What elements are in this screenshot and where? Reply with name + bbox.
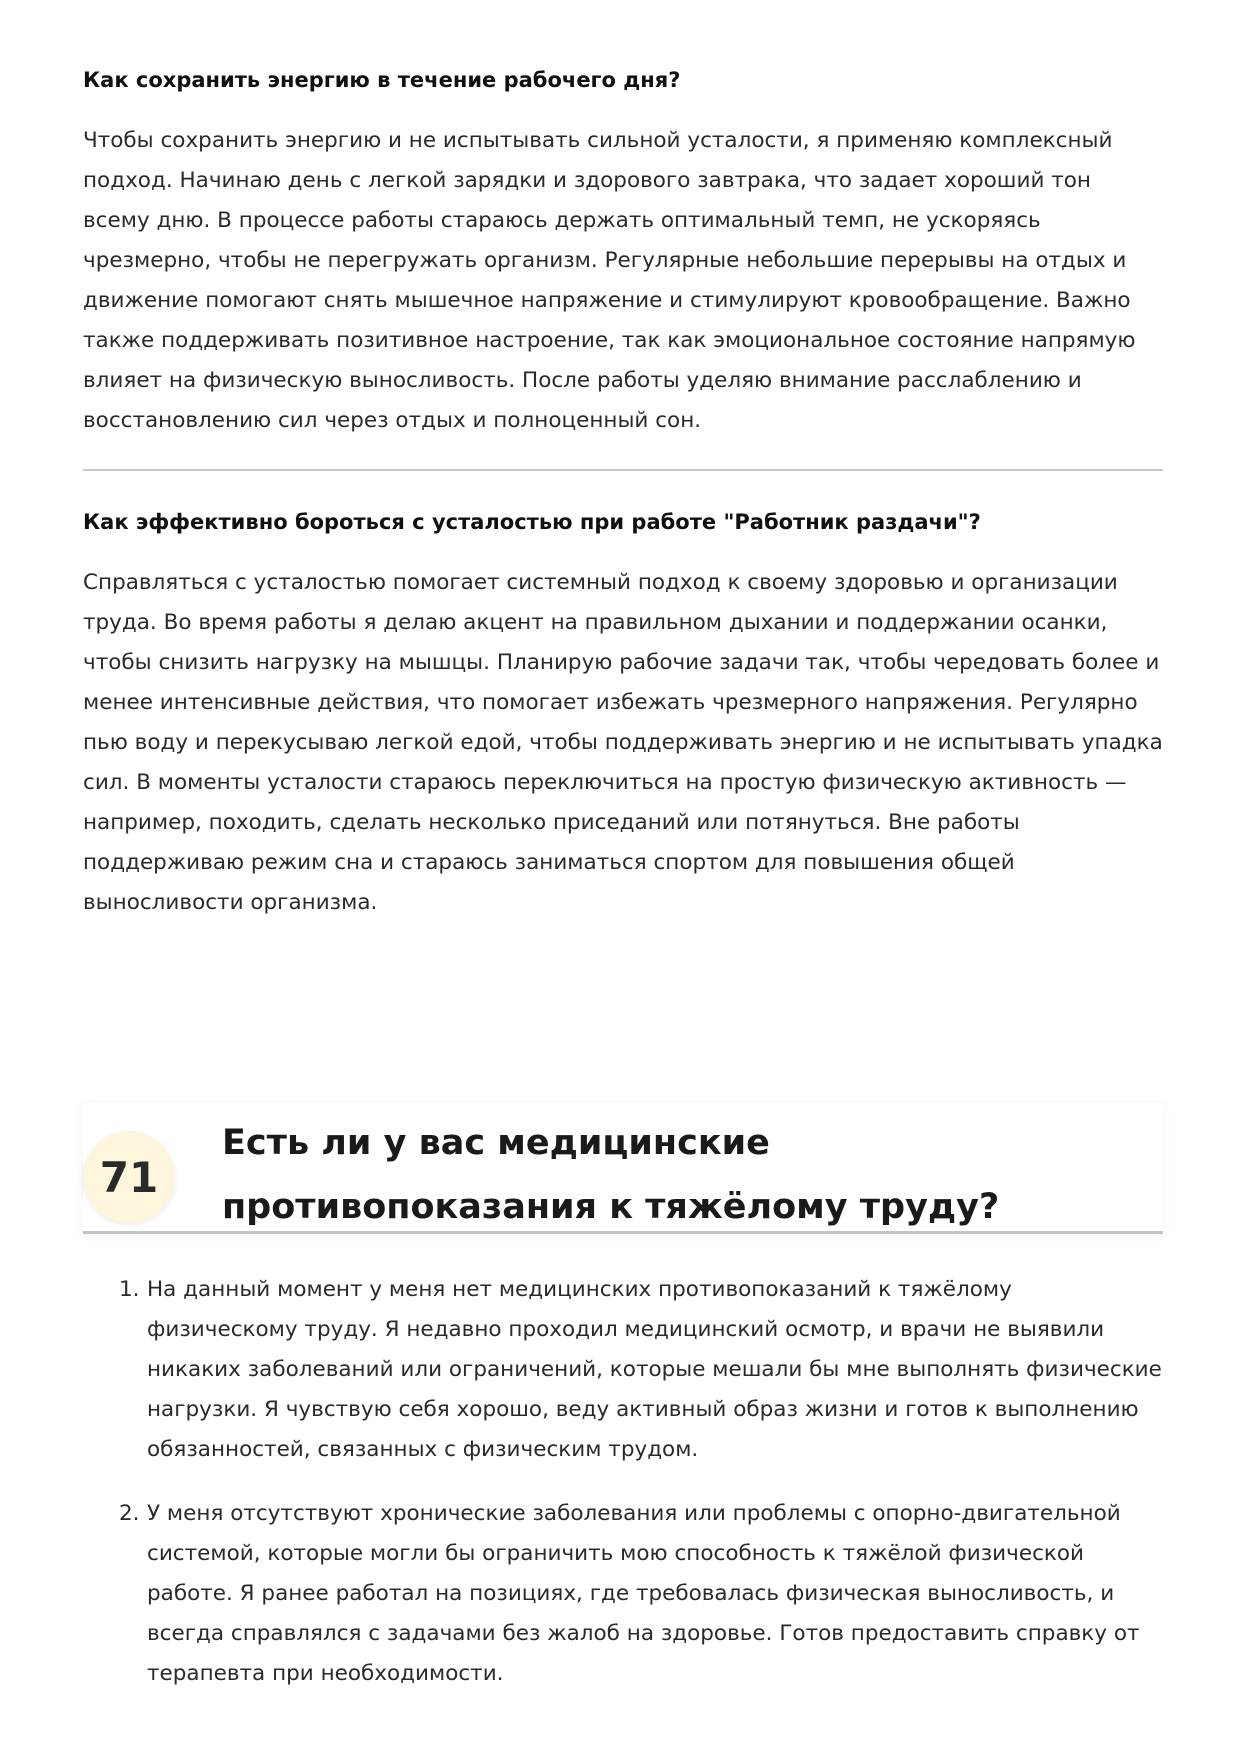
- faq-block-energy: [83, 65, 1163, 441]
- question-title: Есть ли у вас медицинские противопоказания к тяжёлому труду?: [222, 1123, 1000, 1227]
- list-item-text: У меня отсутствуют хронические заболевания или проблемы с опорно-двигательной системой, которые могли бы ограничить мою способность к тяжёлой физической работе. Я ранее работал на позициях, где требовалась физическая выносливость, и всегда справлялся с задачами без жалоб на здоровье. Готов предоставить справку от терапевта при необходимости.: [147, 1501, 1140, 1686]
- faq-block-fatigue: [83, 507, 1163, 923]
- list-item-number: 2.: [119, 1501, 140, 1526]
- faq-question: Как эффективно бороться с усталостью при работе "Работник раздачи"?: [83, 510, 981, 534]
- faq-question: Как сохранить энергию в течение рабочего дня?: [83, 68, 681, 92]
- faq-answer: Справляться с усталостью помогает системный подход к своему здоровью и организации труда. Во время работы я делаю акцент на правильном дыхании и поддержании осанки, чтобы снизить нагрузку на мышцы. Планирую рабочие задачи так, чтобы чередовать более и менее интенсивные действия, что помогает избежать чрезмерного напряжения. Регулярно пью воду и перекусываю легкой едой, чтобы поддерживать энергию и не испытывать упадка сил. В моменты усталости стараюсь переключиться на простую физическую активность — например, походить, сделать несколько приседаний или потянуться. Вне работы поддерживаю режим сна и стараюсь заниматься спортом для повышения общей выносливости организма.: [83, 570, 1163, 915]
- section-divider: [83, 469, 1163, 471]
- list-item-text: На данный момент у меня нет медицинских противопоказаний к тяжёлому физическому труду. Я недавно проходил медицинский осмотр, и врачи не выявили никаких заболеваний или ограничений, которые мешали бы мне выполнять физические нагрузки. Я чувствую себя хорошо, веду активный образ жизни и готов к выполнению обязанностей, связанных с физическим трудом.: [147, 1277, 1162, 1462]
- list-item-number: 1.: [119, 1277, 140, 1302]
- question-number-badge: 71: [83, 1131, 175, 1223]
- question-header: [83, 1103, 1163, 1234]
- list-item: [83, 1270, 1163, 1470]
- list-item: [83, 1494, 1163, 1694]
- answer-list: [83, 1270, 1163, 1718]
- faq-answer: Чтобы сохранить энергию и не испытывать сильной усталости, я применяю комплексный подход. Начинаю день с легкой зарядки и здорового завтрака, что задает хороший тон всему дню. В процессе работы стараюсь держать оптимальный темп, не ускоряясь чрезмерно, чтобы не перегружать организм. Регулярные небольшие перерывы на отдых и движение помогают снять мышечное напряжение и стимулируют кровообращение. Важно также поддерживать позитивное настроение, так как эмоциональное состояние напрямую влияет на физическую выносливость. После работы уделяю внимание расслаблению и восстановлению сил через отдых и полноценный сон.: [83, 128, 1136, 433]
